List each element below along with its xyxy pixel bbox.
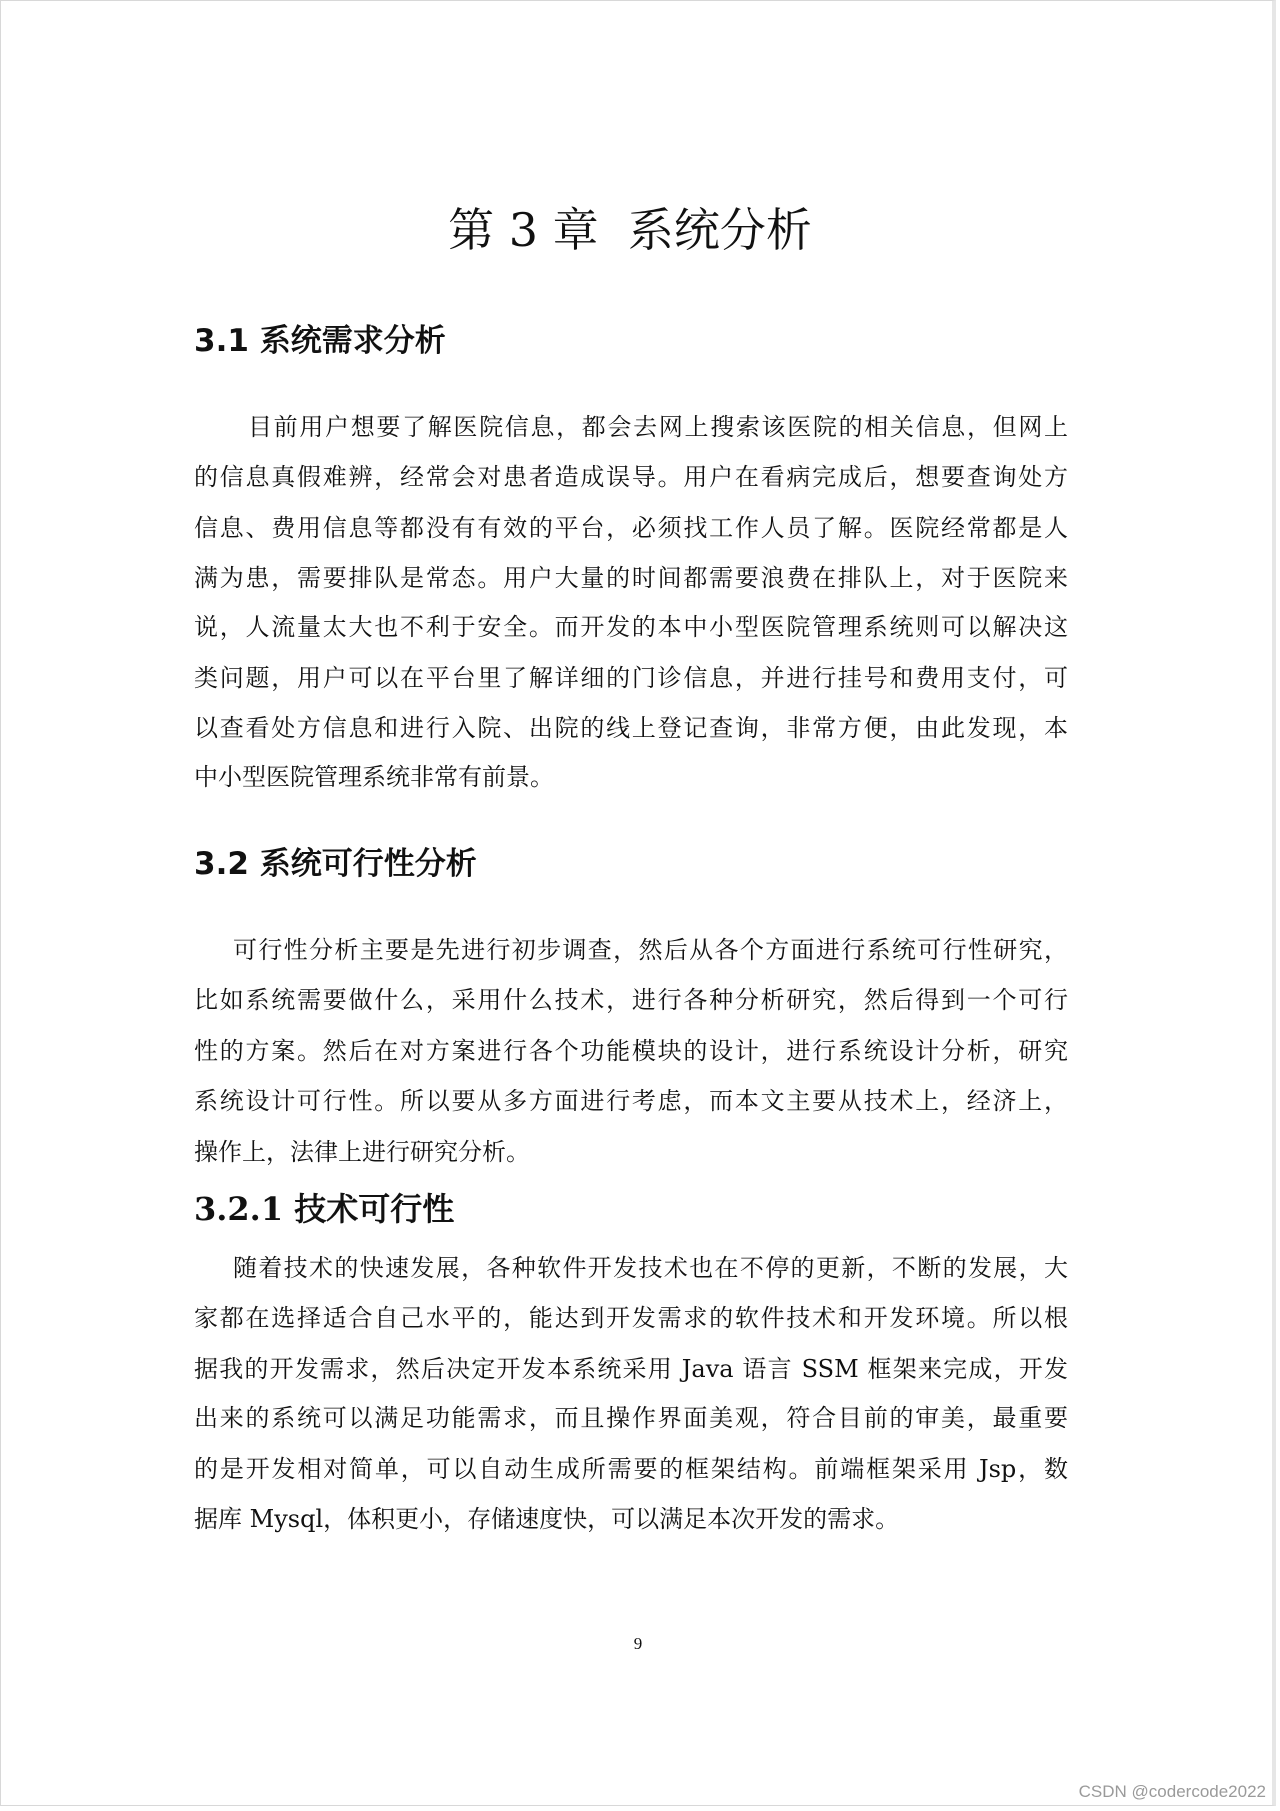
paragraph-line: 出来的系统可以满足功能需求，而且操作界面美观，符合目前的审美，最重要	[194, 1404, 1068, 1432]
paragraph-line: 的信息真假难辨，经常会对患者造成误导。用户在看病完成后，想要查询处方	[194, 463, 1068, 491]
paragraph-line: 以查看处方信息和进行入院、出院的线上登记查询，非常方便，由此发现，本	[194, 714, 1068, 742]
page-number: 9	[633, 1634, 643, 1653]
paragraph-line: 据库 Mysql，体积更小，存储速度快，可以满足本次开发的需求。	[194, 1505, 900, 1533]
watermark: CSDN @codercode2022	[1078, 1782, 1266, 1801]
paragraph-line: 操作上，法律上进行研究分析。	[194, 1138, 530, 1166]
paragraph-line: 比如系统需要做什么，采用什么技术，进行各种分析研究，然后得到一个可行	[194, 986, 1068, 1014]
chapter-title: 第 3 章 系统分析	[448, 203, 812, 257]
section-heading-3-1: 3.1 系统需求分析	[194, 323, 446, 359]
paragraph-line: 的是开发相对简单，可以自动生成所需要的框架结构。前端框架采用 Jsp，数	[194, 1455, 1068, 1483]
paragraph-line: 信息、费用信息等都没有有效的平台，必须找工作人员了解。医院经常都是人	[194, 514, 1068, 542]
paragraph-line: 目前用户想要了解医院信息，都会去网上搜索该医院的相关信息，但网上	[248, 413, 1068, 441]
paragraph-line: 性的方案。然后在对方案进行各个功能模块的设计，进行系统设计分析，研究	[194, 1037, 1068, 1065]
paragraph-line: 家都在选择适合自己水平的，能达到开发需求的软件技术和开发环境。所以根	[194, 1304, 1068, 1332]
paragraph-line: 中小型医院管理系统非常有前景。	[194, 763, 554, 791]
paragraph-line: 说，人流量太大也不利于安全。而开发的本中小型医院管理系统则可以解决这	[194, 613, 1068, 641]
paragraph-line: 据我的开发需求，然后决定开发本系统采用 Java 语言 SSM 框架来完成，开发	[194, 1355, 1068, 1383]
paragraph-line: 类问题，用户可以在平台里了解详细的门诊信息，并进行挂号和费用支付，可	[194, 664, 1068, 692]
paragraph-line: 可行性分析主要是先进行初步调查，然后从各个方面进行系统可行性研究，	[233, 936, 1068, 964]
paragraph-line: 满为患，需要排队是常态。用户大量的时间都需要浪费在排队上，对于医院来	[194, 564, 1068, 592]
section-heading-3-2-1: 3.2.1 技术可行性	[194, 1190, 455, 1228]
section-heading-3-2: 3.2 系统可行性分析	[194, 846, 477, 882]
paragraph-line: 系统设计可行性。所以要从多方面进行考虑，而本文主要从技术上，经济上，	[194, 1087, 1068, 1115]
paragraph-line: 随着技术的快速发展，各种软件开发技术也在不停的更新，不断的发展，大	[233, 1254, 1068, 1282]
